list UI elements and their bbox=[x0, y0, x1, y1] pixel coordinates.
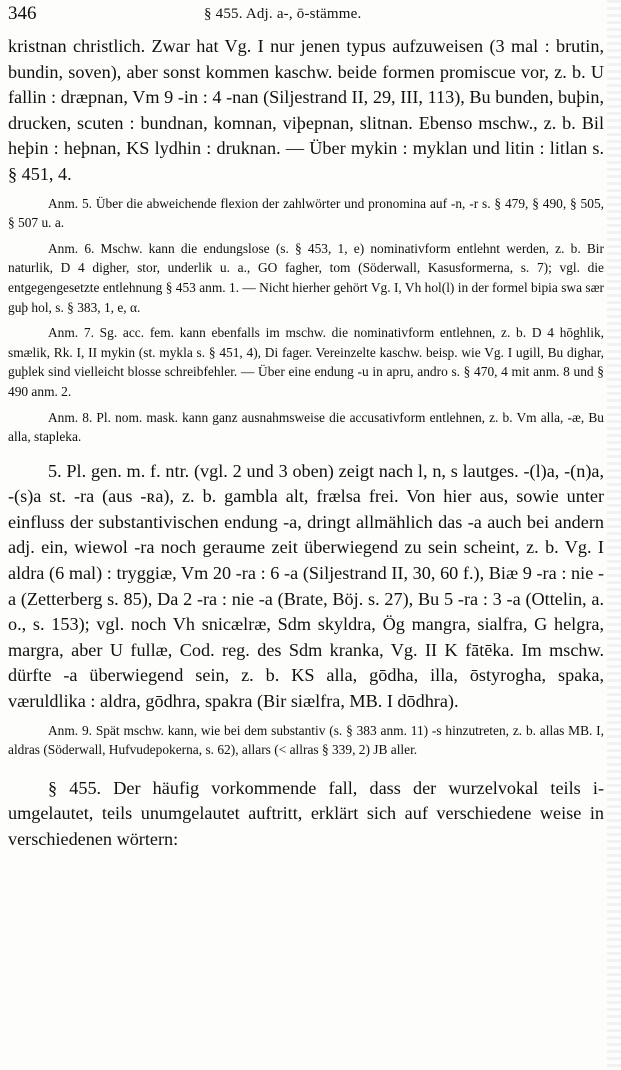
page-number: 346 bbox=[8, 3, 37, 24]
anmerkung-5: Anm. 5. Über die abweichende flexion der zahlwörter und pronomina auf -n, -r s. § 479, § 490, § 505, § 507 u. a. bbox=[8, 195, 604, 231]
anmerkung-8: Anm. 8. Pl. nom. mask. kann ganz ausnahmsweise die accusativform entlehnen, z. b. Vm alla, -æ, Bu alla, stapleka. bbox=[8, 409, 604, 445]
anmerkung-7: Anm. 7. Sg. acc. fem. kann ebenfalls im mschw. die nominativform entlehnen, z. b. D 4 hōghlik, smælik, Rk. I, II mykin (st. mykla s. § 451, 4), Di fager. Vereinzelte kaschw. beisp. wie Vg. I ugill, Bu dighar, guþlek sind vielleicht blosse schreibfehler. — Über eine endung -u in apru, andro s. § 470, 4 mit anm. 8 und § 490 anm. 2. bbox=[8, 325, 604, 399]
scan-edge bbox=[607, 0, 621, 1070]
section-455: § 455. Der häufig vorkommende fall, dass der wurzelvokal teils i-umgelautet, teils unumgelautet auftritt, erklärt sich auf verschiedene weise in verschiedenen wörtern: bbox=[8, 777, 604, 849]
anmerkung-6: Anm. 6. Mschw. kann die endungslose (s. § 453, 1, e) nominativform entlehnt werden, z. b. Bir naturlik, D 4 digher, stor, underlik u. a., GO fagher, tom (Söderwall, Kasusformerna, s. 7); vgl. die entgegengesetzte entlehnung § 453 anm. 1. — Nicht hierher gehört Vg. I, Vh hol(l) in der formel bipia swa sær guþ hol, s. § 383, 1, e, α. bbox=[8, 240, 604, 315]
page-header bbox=[8, 0, 604, 30]
page bbox=[8, 0, 604, 853]
paragraph-5-pl-gen: 5. Pl. gen. m. f. ntr. (vgl. 2 und 3 oben) zeigt nach l, n, s lautges. -(l)a, -(n)a, -(s)a st. -ra (aus -ʀa), z. b. gambla alt, frælsa frei. Von hier aus, sowie unter einfluss der substantivischen endung -a, dringt allmählich das -a auch bei andern adj. ein, wiewol -ra noch geraume zeit überwiegend zu sein scheint, z. b. Vg. I aldra (6 mal) : tryggiæ, Vm 20 -ra : 6 -a (Siljestrand II, 30, 60 f.), Biæ 9 -ra : nie -a (Zetterberg s. 85), Da 2 -ra : nie -a (Brate, Böj. s. 27), Bu 5 -ra : 3 -a (Ottelin, a. o., s. 153); vgl. noch Vh snicælræ, Sdm skyldra, Ög mangra, sialfra, G helgra, margra, aber U fullæ, Cod. reg. des Sdm kranka, Vg. II K fātēka. Im mschw. dürfte -a überwiegend sein, z. b. KS alla, gōdha, illa, ōstyrogha, spaka, væruldlika : aldra, gōdhra, spakra (Bir siælfra, MB. I dōdhra). bbox=[8, 460, 604, 712]
running-title: § 455. Adj. a-, ō-stämme. bbox=[204, 6, 362, 22]
anmerkung-9: Anm. 9. Spät mschw. kann, wie bei dem substantiv (s. § 383 anm. 11) -s hinzutreten, z. b. allas MB. I, aldras (Söderwall, Hufvudepokerna, s. 62), allars (< allras § 339, 2) JB aller. bbox=[8, 722, 604, 758]
paragraph-continuation: kristnan christlich. Zwar hat Vg. I nur jenen typus aufzuweisen (3 mal : brutin, bundin, soven), aber sonst kommen kaschw. beide formen promiscue vor, z. b. U fallin : dræpnan, Vm 9 -in : 4 -nan (Siljestrand II, 29, III, 113), Bu bunden, buþin, drucken, scuten : bundnan, komnan, viþepnan, slitnan. Ebenso mschw., z. b. Bil heþin : heþnan, KS lydhin : druknan. — Über mykin : myklan und litin : litlan s. § 451, 4. bbox=[8, 36, 604, 184]
